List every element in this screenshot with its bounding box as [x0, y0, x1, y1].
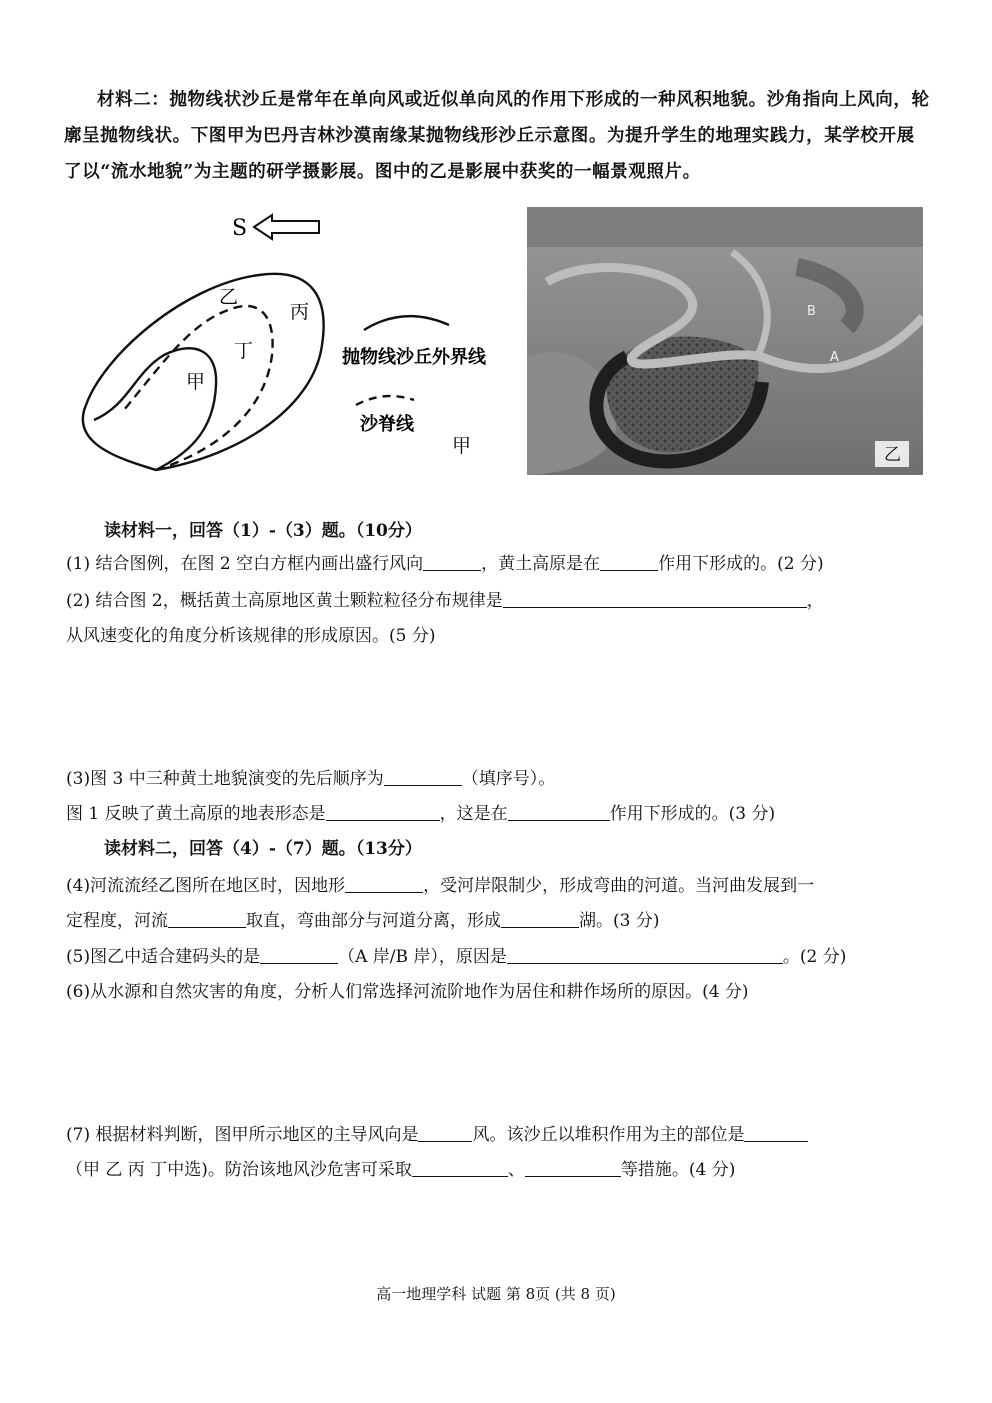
label-yi: 乙 — [219, 286, 239, 308]
wind-arrow-icon — [254, 215, 319, 239]
answer-blank[interactable] — [508, 802, 610, 821]
answer-blank[interactable] — [507, 945, 783, 964]
answer-blank[interactable] — [525, 1158, 621, 1177]
question-2-continued: 从风速变化的角度分析该规律的形成原因。(5 分) — [66, 626, 436, 646]
label-jia: 甲 — [186, 371, 206, 393]
answer-blank[interactable] — [326, 802, 440, 821]
material-2-paragraph — [64, 82, 930, 190]
figure-yi-caption: 乙 — [884, 445, 901, 465]
legend-outer-line — [364, 316, 449, 330]
question-7-continued: （甲 乙 丙 丁中选)。防治该地风沙危害可采取 、 等措施。(4 分) — [66, 1160, 736, 1180]
question-3: (3)图 3 中三种黄土地貌演变的先后顺序为 （填序号）。 — [66, 769, 556, 789]
answer-blank[interactable] — [744, 1123, 808, 1142]
section-2-heading: 读材料二，回答（4）-（7）题。（13分） — [104, 839, 422, 859]
bank-b-label: B — [807, 304, 816, 319]
material-2-text: 材料二：抛物线状沙丘是常年在单向风或近似单向风的作用下形成的一种风积地貌。沙角指向上风向，轮廓呈抛物线状。下图甲为巴丹吉林沙漠南缘某抛物线形沙丘示意图。为提升学生的地理实践力，某学校开展了以“流水地貌”为主题的研学摄影展。图中的乙是影展中获奖的一幅景观照片。 — [64, 90, 930, 182]
meandering-river-photo — [527, 207, 923, 475]
direction-label: S — [232, 216, 248, 241]
question-6: (6)从水源和自然灾害的角度，分析人们常选择河流阶地作为居住和耕作场所的原因。(4 分) — [66, 982, 749, 1002]
page-footer: 高一地理学科 试题 第 8页 (共 8 页) — [376, 1285, 616, 1303]
far-hills — [527, 207, 923, 247]
answer-blank[interactable] — [260, 945, 338, 964]
answer-blank[interactable] — [412, 1158, 508, 1177]
question-2: (2) 结合图 2，概括黄土高原地区黄土颗粒粒径分布规律是 ， — [66, 591, 824, 611]
figure-jia-caption: 甲 — [452, 435, 472, 457]
question-4-continued: 定程度，河流 取直，弯曲部分与河道分离，形成 湖。(3 分) — [66, 911, 660, 931]
question-3-continued: 图 1 反映了黄土高原的地表形态是 ，这是在 作用下形成的。(3 分) — [66, 804, 776, 824]
bank-a-label: A — [830, 350, 839, 365]
answer-blank[interactable] — [423, 552, 481, 571]
question-5: (5)图乙中适合建码头的是 （A 岸/B 岸），原因是 。(2 分) — [66, 947, 847, 967]
answer-blank[interactable] — [418, 1123, 472, 1142]
question-7: (7) 根据材料判断，图甲所示地区的主导风向是 风。该沙丘以堆积作用为主的部位是 — [66, 1120, 808, 1145]
legend-outer-label: 抛物线沙丘外界线 — [342, 347, 486, 368]
answer-blank[interactable] — [168, 909, 246, 928]
legend-ridge-line — [356, 396, 414, 405]
parabolic-dune-diagram — [64, 205, 504, 490]
question-4: (4)河流流经乙图所在地区时，因地形 ，受河岸限制少，形成弯曲的河道。当河曲发展到一 — [66, 876, 815, 896]
answer-blank[interactable] — [501, 909, 579, 928]
answer-blank[interactable] — [384, 767, 462, 786]
answer-blank[interactable] — [600, 552, 658, 571]
section-1-heading: 读材料一，回答（1）-（3）题。（10分） — [104, 521, 422, 541]
answer-blank[interactable] — [503, 589, 807, 608]
question-1: (1) 结合图例，在图 2 空白方框内画出盛行风向 ，黄土高原是在 作用下形成的。(2 分) — [66, 554, 824, 574]
answer-blank[interactable] — [345, 874, 423, 893]
label-bing: 丙 — [290, 301, 310, 323]
label-ding: 丁 — [234, 340, 254, 362]
legend-ridge-label: 沙脊线 — [360, 414, 414, 435]
